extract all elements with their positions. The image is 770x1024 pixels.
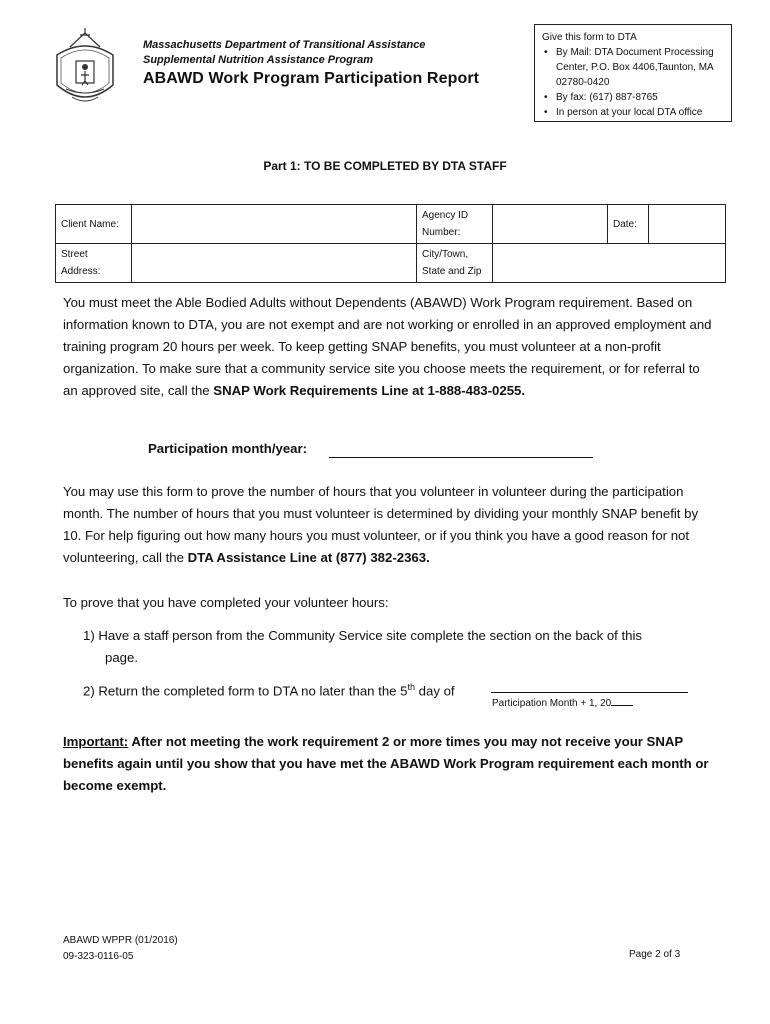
proof-intro: To prove that you have completed your volunteer hours: <box>63 595 389 610</box>
date-label: Date: <box>608 205 649 244</box>
street-address-label: Street Address: <box>56 244 132 283</box>
agency-heading <box>143 38 425 68</box>
page-number: Page 2 of 3 <box>629 949 681 960</box>
dta-assistance-line: DTA Assistance Line at (877) 382-2363. <box>187 550 430 565</box>
submission-methods-list <box>542 45 725 120</box>
hours-paragraph: You may use this form to prove the number of hours that you volunteer in volunteer during the participation month. The number of hours that you must volunteer is determined by dividing your monthly SNAP benefit by 10. For help figuring out how many hours you must volunteer, or if you think you have a good reason for not volunteering, call the DTA Assistance Line at (877) 382-2363. <box>63 484 699 565</box>
form-code: ABAWD WPPR (01/2016) <box>63 935 178 946</box>
massachusetts-seal-logo <box>52 27 118 111</box>
submission-method-in-person: • In person at your local DTA office <box>542 105 725 120</box>
program-name: Supplemental Nutrition Assistance Program <box>143 54 374 66</box>
return-date-field[interactable] <box>491 692 688 693</box>
client-name-label: Client Name: <box>56 205 132 244</box>
client-name-field[interactable] <box>132 205 417 244</box>
participation-month-label: Participation month/year: <box>148 441 308 456</box>
footer-form-codes <box>63 933 178 965</box>
part1-heading: Part 1: TO BE COMPLETED BY DTA STAFF <box>263 159 507 173</box>
submission-method-fax: • By fax: (617) 887-8765 <box>542 90 725 105</box>
requirement-paragraph: You must meet the Able Bodied Adults without Dependents (ABAWD) Work Program requirement. Based on information known to DTA, you are not exempt and are not working or enrolled in an approved employment and training program 20 hours per week. To keep getting SNAP benefits, you must volunteer at a non-profit organization. To make sure that a community service site you choose meets the requirement, or for referral to an approved site, call the SNAP Work Requirements Line at 1-888-483-0255. <box>63 295 712 398</box>
street-address-field[interactable] <box>132 244 417 283</box>
instruction-item-2: 2) Return the completed form to DTA no later than the 5th day of <box>83 682 455 699</box>
give-box-heading: Give this form to DTA <box>542 32 637 43</box>
client-info-table <box>55 204 726 283</box>
important-label: Important: <box>63 734 129 749</box>
city-state-zip-label: City/Town, State and Zip <box>417 244 493 283</box>
agency-id-label: Agency ID Number: <box>417 205 493 244</box>
important-notice: Important: After not meeting the work requirement 2 or more times you may not receive your SNAP benefits again until you show that you have met the ABAWD Work Program requirement each month or become exempt. <box>63 734 709 793</box>
agency-id-field[interactable] <box>493 205 608 244</box>
form-number: 09-323-0116-05 <box>63 951 134 962</box>
snap-work-line: SNAP Work Requirements Line at 1-888-483-0255. <box>213 383 526 398</box>
participation-month-field[interactable] <box>329 457 593 458</box>
submission-instructions-box <box>534 24 732 122</box>
city-state-zip-field[interactable] <box>493 244 726 283</box>
form-title: ABAWD Work Program Participation Report <box>143 70 480 87</box>
submission-method-mail: • By Mail: DTA Document Processing Center, P.O. Box 4406,Taunton, MA 02780-0420 <box>542 45 725 90</box>
instruction-item-1: 1) Have a staff person from the Community Service site complete the section on the back of this page. <box>83 628 643 665</box>
date-field[interactable] <box>649 205 726 244</box>
return-date-caption: Participation Month + 1, 20 <box>492 696 633 709</box>
year-blank[interactable] <box>611 696 633 706</box>
agency-name: Massachusetts Department of Transitional Assistance <box>143 39 426 51</box>
